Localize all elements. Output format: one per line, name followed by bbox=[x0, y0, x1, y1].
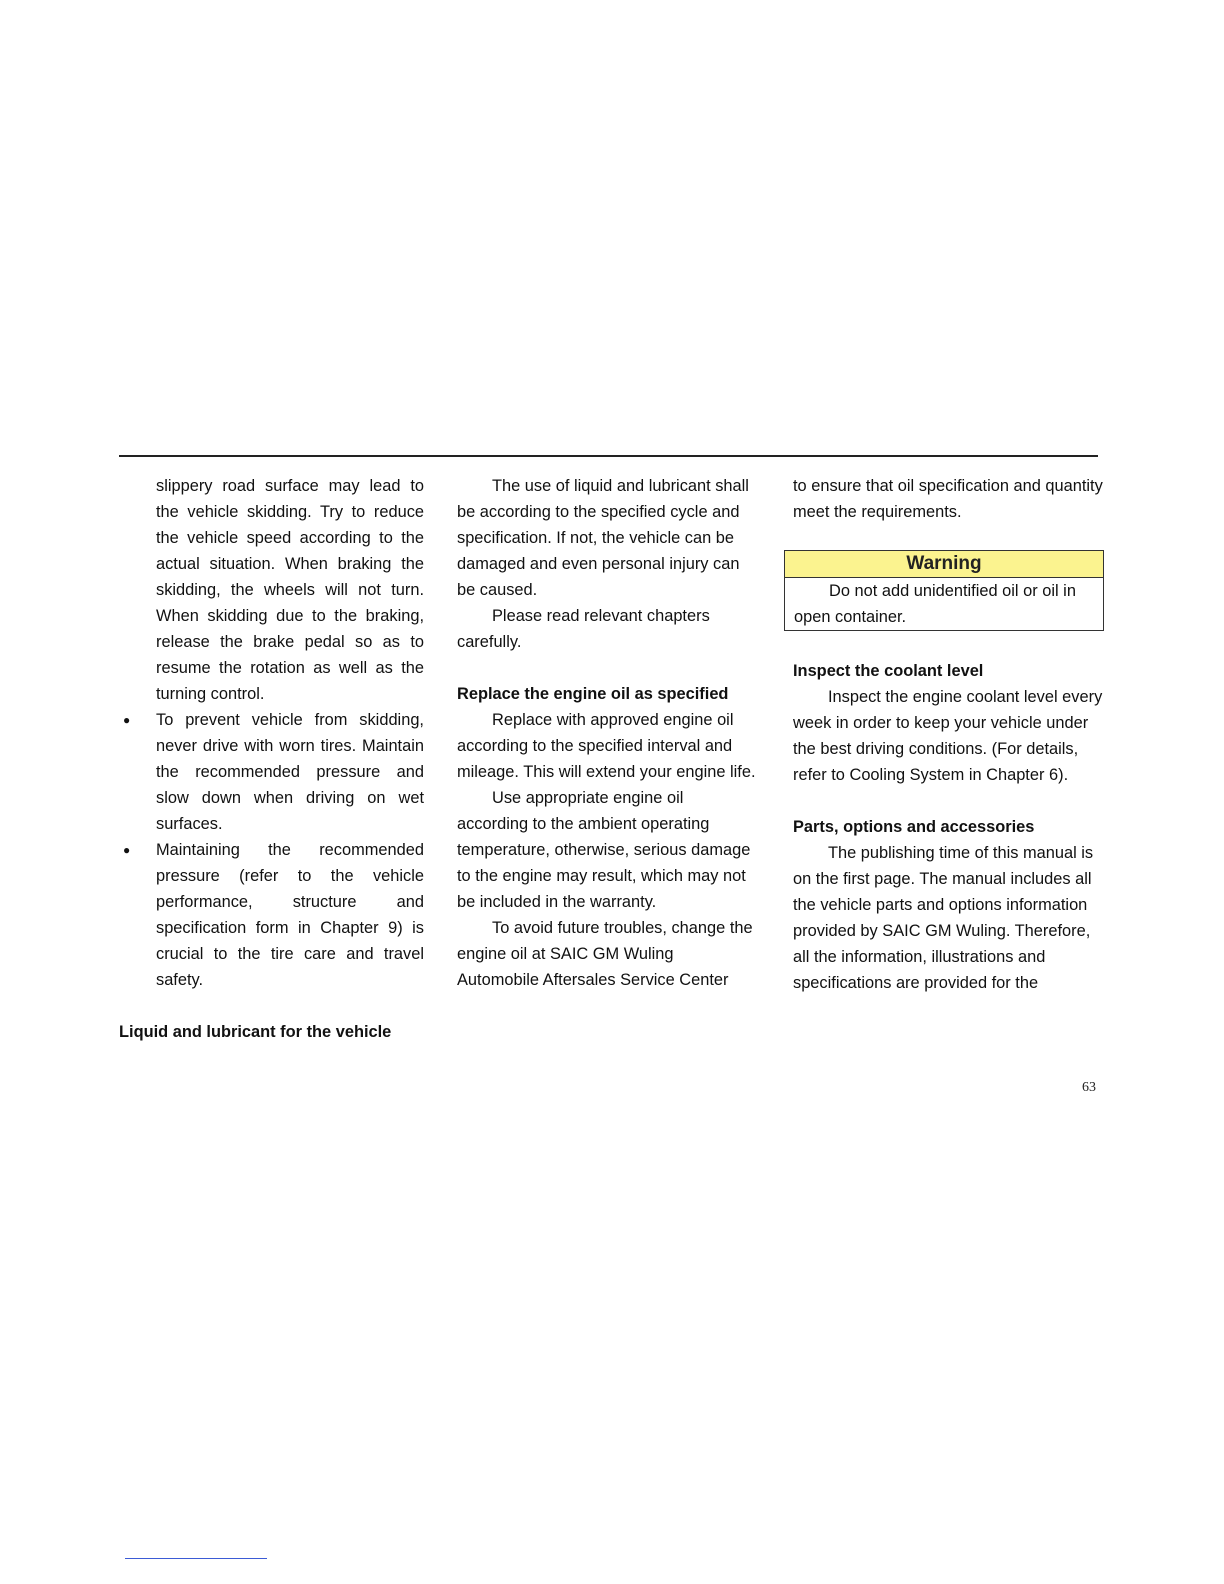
bullet-item bbox=[119, 837, 424, 993]
footer-link-rule bbox=[125, 1558, 267, 1559]
bullet-icon: ● bbox=[123, 713, 131, 727]
warning-title: Warning bbox=[785, 551, 1103, 578]
column-middle bbox=[457, 473, 757, 993]
bullet-icon: ● bbox=[123, 843, 131, 857]
paragraph: Replace with approved engine oil according to the specified interval and mileage. This will extend your engine life. bbox=[457, 711, 756, 781]
paragraph: Inspect the engine coolant level every week in order to keep your vehicle under the best driving conditions. (For details, refer to Cooling System in Chapter 6). bbox=[793, 688, 1103, 784]
column-right bbox=[793, 473, 1105, 996]
section-heading-liquid-lubricant: Liquid and lubricant for the vehicle bbox=[119, 1023, 392, 1041]
section-heading-replace-engine-oil: Replace the engine oil as specified bbox=[457, 685, 729, 703]
page-number: 63 bbox=[1082, 1080, 1096, 1095]
section-heading-coolant: Inspect the coolant level bbox=[793, 662, 984, 680]
warning-box bbox=[784, 550, 1104, 631]
paragraph: Use appropriate engine oil according to the ambient operating temperature, otherwise, serious damage to the engine may result, which may not be included in the warranty. bbox=[457, 789, 751, 911]
paragraph: The publishing time of this manual is on the first page. The manual includes all the vehicle parts and options information provided by SAIC GM Wuling. Therefore, all the information, illustrations and specifications are provided for the bbox=[793, 844, 1094, 992]
bullet-text: Maintaining the recommended pressure (refer to the vehicle performance, structure and specification form in Chapter 9) is crucial to the tire care and travel safety. bbox=[156, 841, 424, 989]
bullet-text: To prevent vehicle from skidding, never drive with worn tires. Maintain the recommended pressure and slow down when driving on wet surfaces. bbox=[156, 711, 424, 833]
column-left bbox=[119, 473, 424, 1045]
paragraph-continued: to ensure that oil specification and quantity meet the requirements. bbox=[793, 477, 1103, 521]
header-rule bbox=[119, 455, 1098, 457]
paragraph: The use of liquid and lubricant shall be according to the specified cycle and specification. If not, the vehicle can be damaged and even personal injury can be caused. bbox=[457, 477, 749, 599]
paragraph: To avoid future troubles, change the engine oil at SAIC GM Wuling Automobile Aftersales Service Center bbox=[457, 919, 753, 989]
section-heading-parts-options: Parts, options and accessories bbox=[793, 818, 1035, 836]
paragraph-continued: slippery road surface may lead to the vehicle skidding. Try to reduce the vehicle speed according to the actual situation. When braking the skidding, the wheels will not turn. When skidding due to the braking, release the brake pedal so as to resume the rotation as well as the turning control. bbox=[156, 477, 424, 703]
paragraph: Please read relevant chapters carefully. bbox=[457, 607, 710, 651]
bullet-item bbox=[119, 707, 424, 837]
warning-text: Do not add unidentified oil or oil in open container. bbox=[794, 582, 1076, 626]
